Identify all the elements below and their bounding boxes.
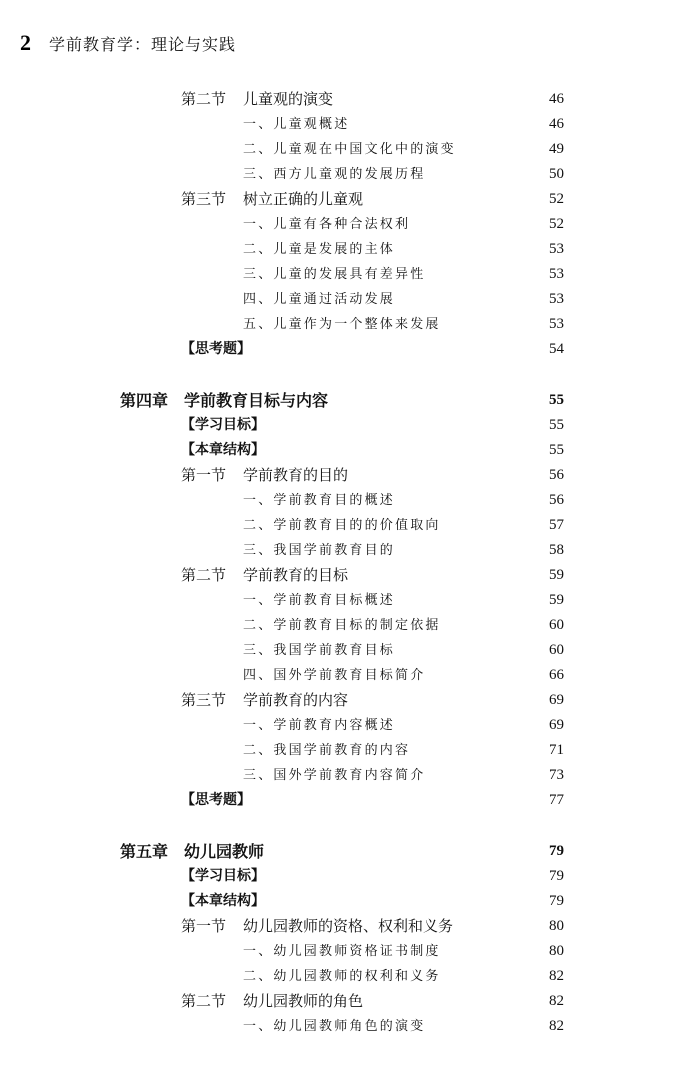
section-number: 第二节 [181, 90, 227, 108]
toc-entry-title: 三、国外学前教育内容简介 [243, 768, 426, 783]
toc-page-number: 53 [549, 291, 564, 307]
toc-page-number: 53 [549, 266, 564, 282]
toc-item-row [0, 638, 680, 663]
toc-item-row [0, 137, 680, 162]
toc-bracket-row [0, 864, 680, 889]
chapter-spacer [0, 813, 680, 839]
toc-entry-title: 【思考题】 [181, 792, 251, 808]
toc-entry-title: 一、儿童观概述 [243, 117, 350, 132]
toc-entry-title: 四、国外学前教育目标简介 [243, 668, 426, 683]
toc-item-row [0, 262, 680, 287]
toc-item-row [0, 513, 680, 538]
section-number: 第一节 [181, 466, 227, 484]
toc-page-number: 71 [549, 742, 564, 758]
toc-entry-title: 一、儿童有各种合法权利 [243, 217, 411, 232]
toc-item-row [0, 112, 680, 137]
toc-item-row [0, 312, 680, 337]
toc-section-row [0, 563, 680, 588]
toc-page-number: 73 [549, 767, 564, 783]
toc-page-number: 59 [549, 592, 564, 608]
toc-page-number: 82 [549, 1018, 564, 1034]
toc-entry-title: 第四章 学前教育目标与内容 [120, 391, 329, 410]
toc-entry-title: 【本章结构】 [181, 893, 265, 909]
toc-entry-title: 第五章 幼儿园教师 [120, 842, 265, 861]
toc-page-number: 46 [549, 91, 564, 107]
toc-page-number: 79 [549, 868, 564, 884]
toc-page-number: 59 [549, 567, 564, 583]
toc-entry-title: 三、儿童的发展具有差异性 [243, 267, 426, 282]
toc-section-row [0, 914, 680, 939]
toc-item-row [0, 613, 680, 638]
toc-bracket-row [0, 438, 680, 463]
toc-section-row [0, 87, 680, 112]
toc-page-number: 80 [549, 943, 564, 959]
toc-item-row [0, 763, 680, 788]
toc-entry-title: 一、学前教育目的概述 [243, 493, 396, 508]
toc-entry-title: 【学习目标】 [181, 868, 265, 884]
toc-page-number: 66 [549, 667, 564, 683]
section-number: 第二节 [181, 992, 227, 1010]
toc-entry-title: 二、学前教育目标的制定依据 [243, 618, 441, 633]
toc-entry-title [181, 688, 348, 713]
toc-page-number: 52 [549, 216, 564, 232]
toc-item-row [0, 1014, 680, 1039]
toc-page-number: 46 [549, 116, 564, 132]
toc-page-number: 58 [549, 542, 564, 558]
toc-entry-title: 一、学前教育目标概述 [243, 593, 396, 608]
toc-bracket-row [0, 788, 680, 813]
toc-entry-title [181, 563, 348, 588]
toc-item-row [0, 738, 680, 763]
toc-page-number: 55 [549, 392, 564, 408]
toc-item-row [0, 162, 680, 187]
toc-page-number: 60 [549, 617, 564, 633]
toc-entry-title: 四、儿童通过活动发展 [243, 292, 396, 307]
toc-entry-title: 二、儿童观在中国文化中的演变 [243, 142, 456, 157]
section-number: 第二节 [181, 566, 227, 584]
toc-page-number: 77 [549, 792, 564, 808]
toc-entry-title [181, 87, 333, 112]
toc-item-row [0, 939, 680, 964]
toc-entry-title: 二、学前教育目的的价值取向 [243, 518, 441, 533]
toc-item-row [0, 713, 680, 738]
toc-entry-title [181, 463, 348, 488]
toc-entry-title: 三、我国学前教育目的 [243, 543, 396, 558]
toc-item-row [0, 964, 680, 989]
toc-page-number: 56 [549, 492, 564, 508]
toc-entry-title: 【本章结构】 [181, 442, 265, 458]
toc-bracket-row [0, 413, 680, 438]
toc-entry-title: 二、幼儿园教师的权利和义务 [243, 969, 441, 984]
page-header [20, 30, 236, 56]
section-title: 幼儿园教师的资格、权利和义务 [243, 917, 454, 935]
toc-entry-title: 一、学前教育内容概述 [243, 718, 396, 733]
section-title: 学前教育的内容 [243, 691, 349, 709]
toc-page-number: 69 [549, 717, 564, 733]
toc-item-row [0, 588, 680, 613]
section-title: 树立正确的儿童观 [243, 190, 364, 208]
toc-section-row [0, 463, 680, 488]
section-number: 第三节 [181, 190, 227, 208]
toc-entry-title: 一、幼儿园教师资格证书制度 [243, 944, 441, 959]
toc-page-number: 79 [549, 843, 564, 859]
toc-bracket-row [0, 889, 680, 914]
toc-entry-title: 三、我国学前教育目标 [243, 643, 396, 658]
toc-page-number: 52 [549, 191, 564, 207]
toc-page-number: 55 [549, 442, 564, 458]
toc-page-number: 79 [549, 893, 564, 909]
toc-entry-title: 【思考题】 [181, 341, 251, 357]
toc-entry-title: 三、西方儿童观的发展历程 [243, 167, 426, 182]
toc-item-row [0, 663, 680, 688]
section-number: 第三节 [181, 691, 227, 709]
toc-section-row [0, 187, 680, 212]
section-title: 学前教育的目的 [243, 466, 349, 484]
toc-page-number: 80 [549, 918, 564, 934]
toc-chapter-row [0, 839, 680, 864]
toc-page-number: 82 [549, 968, 564, 984]
section-title: 儿童观的演变 [243, 90, 334, 108]
toc-chapter-row [0, 388, 680, 413]
toc-entry-title: 一、幼儿园教师角色的演变 [243, 1019, 426, 1034]
toc-entry-title: 二、儿童是发展的主体 [243, 242, 396, 257]
section-title: 幼儿园教师的角色 [243, 992, 364, 1010]
toc-page-number: 50 [549, 166, 564, 182]
page-number: 2 [20, 30, 31, 55]
toc-item-row [0, 237, 680, 262]
toc-entry-title [181, 914, 453, 939]
toc-section-row [0, 989, 680, 1014]
table-of-contents [0, 87, 680, 1039]
toc-page-number: 53 [549, 241, 564, 257]
toc-page-number: 69 [549, 692, 564, 708]
toc-page-number: 55 [549, 417, 564, 433]
toc-item-row [0, 287, 680, 312]
section-number: 第一节 [181, 917, 227, 935]
toc-entry-title: 二、我国学前教育的内容 [243, 743, 411, 758]
toc-item-row [0, 538, 680, 563]
book-title: 学前教育学：理论与实践 [49, 35, 237, 54]
toc-item-row [0, 488, 680, 513]
toc-page-number: 82 [549, 993, 564, 1009]
toc-page-number: 57 [549, 517, 564, 533]
toc-page-number: 60 [549, 642, 564, 658]
toc-entry-title: 【学习目标】 [181, 417, 265, 433]
toc-page-number: 54 [549, 341, 564, 357]
toc-entry-title: 五、儿童作为一个整体来发展 [243, 317, 441, 332]
section-title: 学前教育的目标 [243, 566, 349, 584]
toc-entry-title [181, 187, 363, 212]
chapter-spacer [0, 362, 680, 388]
toc-page-number: 56 [549, 467, 564, 483]
toc-page-number: 49 [549, 141, 564, 157]
toc-section-row [0, 688, 680, 713]
toc-entry-title [181, 989, 363, 1014]
toc-page-number: 53 [549, 316, 564, 332]
toc-bracket-row [0, 337, 680, 362]
toc-item-row [0, 212, 680, 237]
